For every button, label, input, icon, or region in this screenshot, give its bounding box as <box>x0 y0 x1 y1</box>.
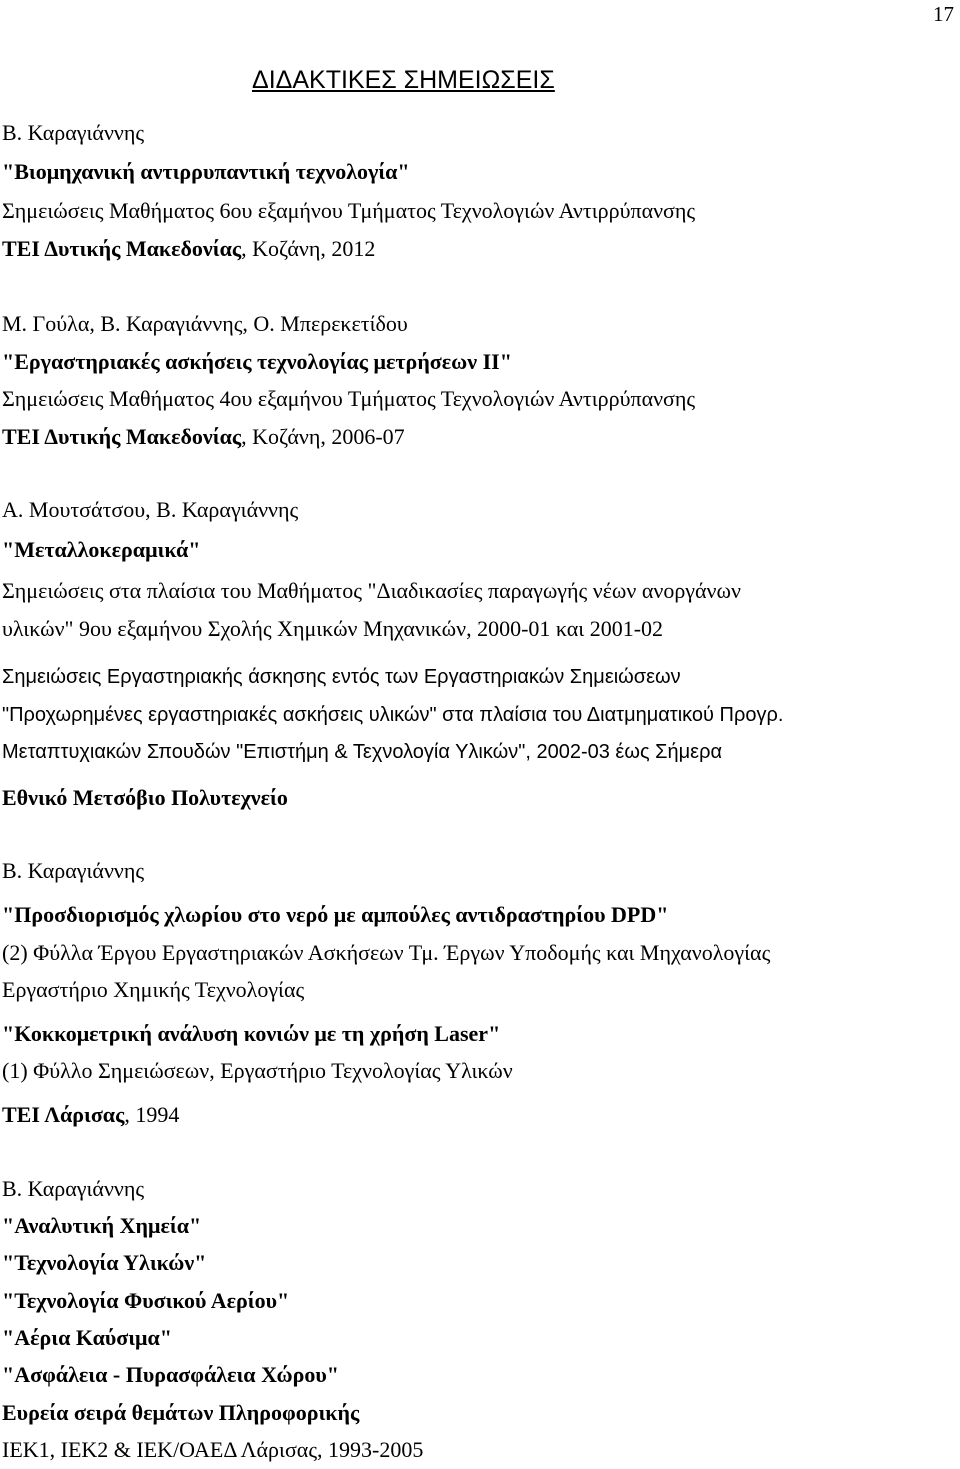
entry-5-title: "Τεχνολογία Φυσικού Αερίου" <box>2 1288 290 1313</box>
page-number: 17 <box>933 2 954 26</box>
entry-4-title-2: "Κοκκομετρική ανάλυση κονιών με τη χρήση Laser" <box>2 1021 501 1046</box>
entry-5-title: "Αναλυτική Χημεία" <box>2 1213 202 1238</box>
entry-4-institution-line <box>2 1102 179 1128</box>
entry-2-description: Σημειώσεις Μαθήματος 4ου εξαμήνου Τμήματος Τεχνολογιών Αντιρρύπανσης <box>2 386 696 411</box>
entry-1-description: Σημειώσεις Μαθήματος 6ου εξαμήνου Τμήματος Τεχνολογιών Αντιρρύπανσης <box>2 198 696 223</box>
entry-5-title: "Τεχνολογία Υλικών" <box>2 1250 207 1275</box>
page-title: ΔΙΔΑΚΤΙΚΕΣ ΣΗΜΕΙΩΣΕΙΣ <box>252 66 555 94</box>
entry-3-desc-5: Μεταπτυχιακών Σπουδών "Επιστήμη & Τεχνολογία Υλικών", 2002-03 έως Σήμερα <box>2 741 723 763</box>
entry-5-title: "Αέρια Καύσιμα" <box>2 1325 173 1350</box>
entry-4-year: , 1994 <box>124 1102 180 1127</box>
entry-3-desc-4: "Προχωρημένες εργαστηριακές ασκήσεις υλικών" στα πλαίσια του Διατμηματικού Προγρ. <box>2 704 784 726</box>
entry-1-author: Β. Καραγιάννης <box>2 120 145 145</box>
entry-1-place-date: , Κοζάνη, 2012 <box>241 236 376 261</box>
entry-3-author: Α. Μουτσάτσου, Β. Καραγιάννης <box>2 497 299 522</box>
entry-2-title: "Εργαστηριακές ασκήσεις τεχνολογίας μετρήσεων ΙΙ" <box>2 349 512 374</box>
entry-2-institution-line <box>2 424 405 450</box>
entry-5-author: Β. Καραγιάννης <box>2 1176 145 1201</box>
entry-4-title-1: "Προσδιορισμός χλωρίου στο νερό με αμπούλες αντιδραστηρίου DPD" <box>2 902 669 927</box>
entry-1-institution: ΤΕΙ Δυτικής Μακεδονίας <box>2 236 242 261</box>
entry-1-title: "Βιομηχανική αντιρρυπαντική τεχνολογία" <box>2 159 410 184</box>
entry-2-author: Μ. Γούλα, Β. Καραγιάννης, Ο. Μπερεκετίδου <box>2 311 408 336</box>
entry-2-institution: ΤΕΙ Δυτικής Μακεδονίας <box>2 424 242 449</box>
entry-5-institution-dates: ΙΕΚ1, ΙΕΚ2 & ΙΕΚ/ΟΑΕΔ Λάρισας, 1993-2005 <box>2 1437 424 1462</box>
entry-3-desc-1: Σημειώσεις στα πλαίσια του Μαθήματος "Διαδικασίες παραγωγής νέων ανοργάνων <box>2 578 741 603</box>
entry-5-title: "Ασφάλεια - Πυρασφάλεια Χώρου" <box>2 1362 340 1387</box>
entry-3-desc-2: υλικών" 9ου εξαμήνου Σχολής Χημικών Μηχανικών, 2000-01 και 2001-02 <box>2 616 664 641</box>
entry-4-desc-3: (1) Φύλλο Σημειώσεων, Εργαστήριο Τεχνολογίας Υλικών <box>2 1058 513 1083</box>
entry-4-desc-2: Εργαστήριο Χημικής Τεχνολογίας <box>2 977 305 1002</box>
entry-5-topics: Ευρεία σειρά θεμάτων Πληροφορικής <box>2 1400 360 1425</box>
entry-4-author: Β. Καραγιάννης <box>2 858 145 883</box>
entry-4-desc-1: (2) Φύλλα Έργου Εργαστηριακών Ασκήσεων Τμ. Έργων Υποδομής και Μηχανολογίας <box>2 940 771 965</box>
entry-3-desc-3: Σημειώσεις Εργαστηριακής άσκησης εντός των Εργαστηριακών Σημειώσεων <box>2 666 681 688</box>
entry-2-place-date: , Κοζάνη, 2006-07 <box>241 424 405 449</box>
entry-4-institution: ΤΕΙ Λάρισας <box>2 1102 125 1127</box>
entry-3-institution: Εθνικό Μετσόβιο Πολυτεχνείο <box>2 785 288 810</box>
entry-1-institution-line <box>2 236 375 262</box>
entry-3-title: "Μεταλλοκεραμικά" <box>2 537 201 562</box>
